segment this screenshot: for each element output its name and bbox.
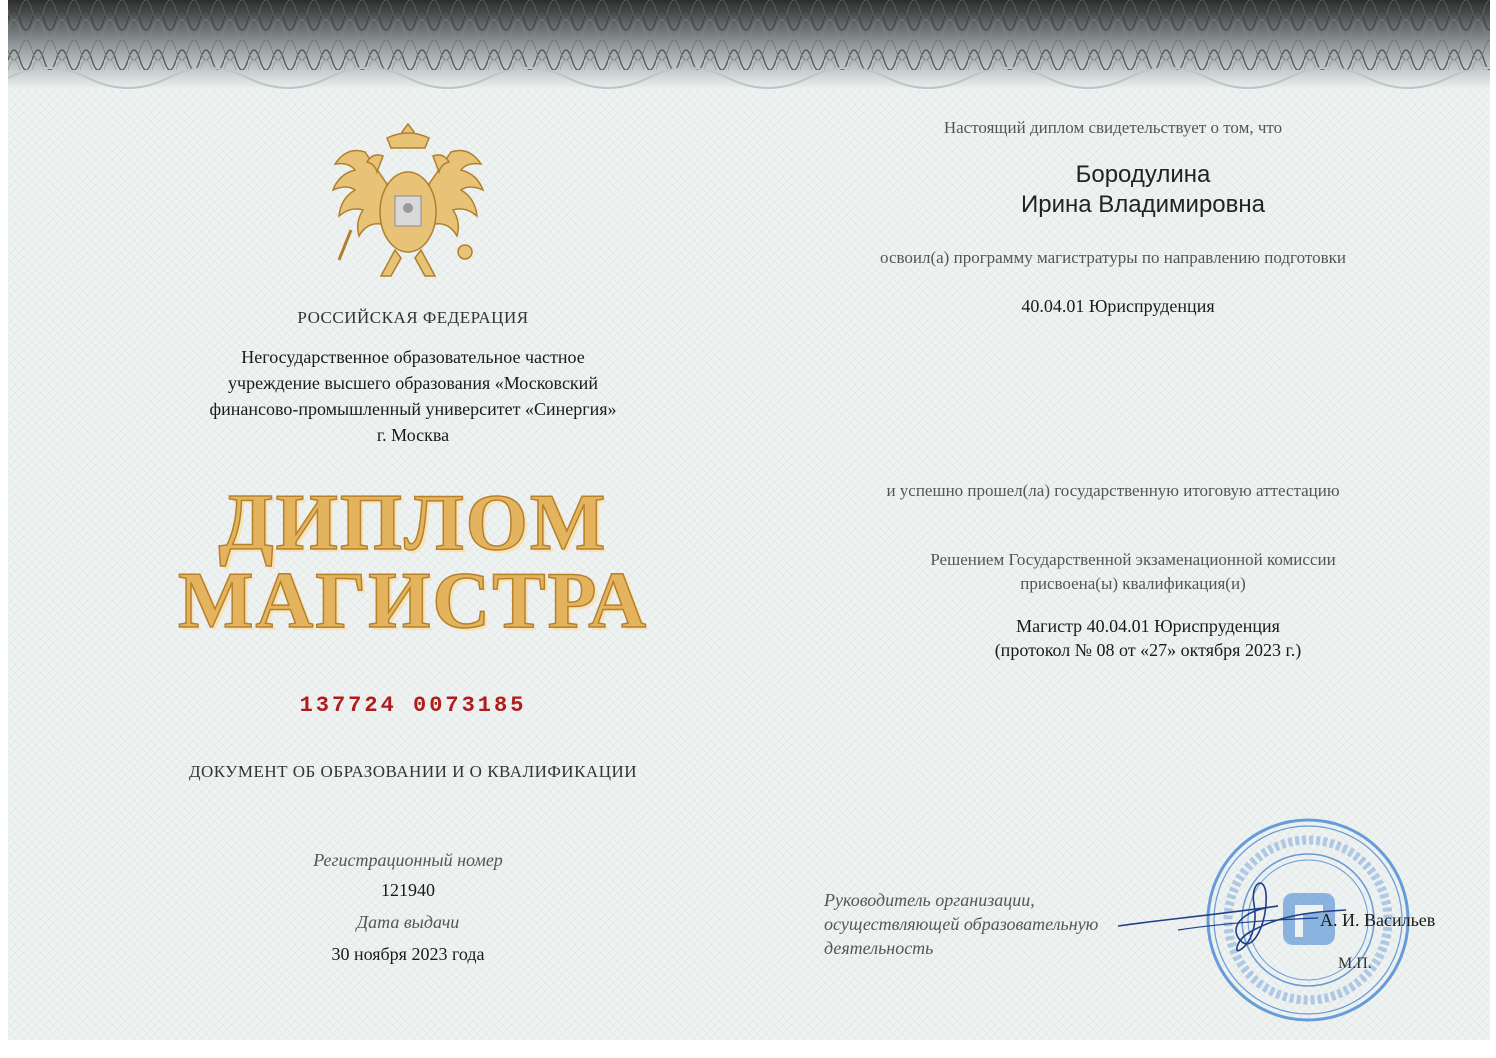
registration-number-label: Регистрационный номер: [313, 850, 503, 870]
diploma-title-line1: ДИПЛОМ: [218, 479, 608, 567]
head-label-line: Руководитель организации,: [824, 890, 1035, 910]
head-label-line: деятельность: [824, 938, 934, 958]
protocol-reference: (протокол № 08 от «27» октября 2023 г.): [994, 640, 1302, 660]
institution-line: финансово-промышленный университет «Синергия»: [209, 399, 617, 419]
institution-city: г. Москва: [376, 425, 450, 445]
seal-place-mark: М.П.: [1338, 955, 1372, 972]
handwritten-signature: [1118, 860, 1348, 960]
serial-number: 137724 0073185: [299, 693, 527, 718]
diploma-title-line2: МАГИСТРА: [178, 557, 648, 645]
qualification-block: [888, 614, 1408, 662]
decision-line: присвоена(ы) квалификация(и): [1020, 574, 1246, 593]
document-type: ДОКУМЕНТ ОБ ОБРАЗОВАНИИ И О КВАЛИФИКАЦИИ: [188, 762, 638, 781]
head-label-line: осуществляющей образовательную: [824, 914, 1099, 934]
issue-date: 30 ноября 2023 года: [331, 944, 485, 964]
country-name: РОССИЙСКАЯ ФЕДЕРАЦИЯ: [297, 308, 529, 327]
issue-date-label: Дата выдачи: [356, 912, 460, 932]
institution-name: [173, 344, 653, 448]
qualification: Магистр 40.04.01 Юриспруденция: [1016, 616, 1280, 636]
signer-name: А. И. Васильев: [1320, 910, 1436, 930]
institution-line: учреждение высшего образования «Московский: [228, 373, 598, 393]
decision-line: Решением Государственной экзаменационной комиссии: [930, 550, 1336, 569]
diploma-sheet: [8, 0, 1490, 1040]
graduate-given-names: Ирина Владимировна: [1021, 191, 1265, 218]
commission-decision: [828, 548, 1438, 596]
attest-text: Настоящий диплом свидетельствует о том, что: [943, 118, 1283, 137]
guilloche-border-pattern: [8, 0, 1490, 90]
specialty: 40.04.01 Юриспруденция: [1021, 296, 1215, 316]
graduate-surname: Бородулина: [1075, 161, 1211, 188]
russian-eagle-emblem-icon: [325, 120, 491, 288]
registration-number: 121940: [381, 880, 435, 900]
attestation-text: и успешно прошел(ла) государственную итоговую аттестацию: [886, 481, 1340, 500]
graduate-name: [888, 160, 1398, 220]
program-text: освоил(а) программу магистратуры по направлению подготовки: [880, 248, 1346, 267]
institution-line: Негосударственное образовательное частное: [241, 347, 585, 367]
